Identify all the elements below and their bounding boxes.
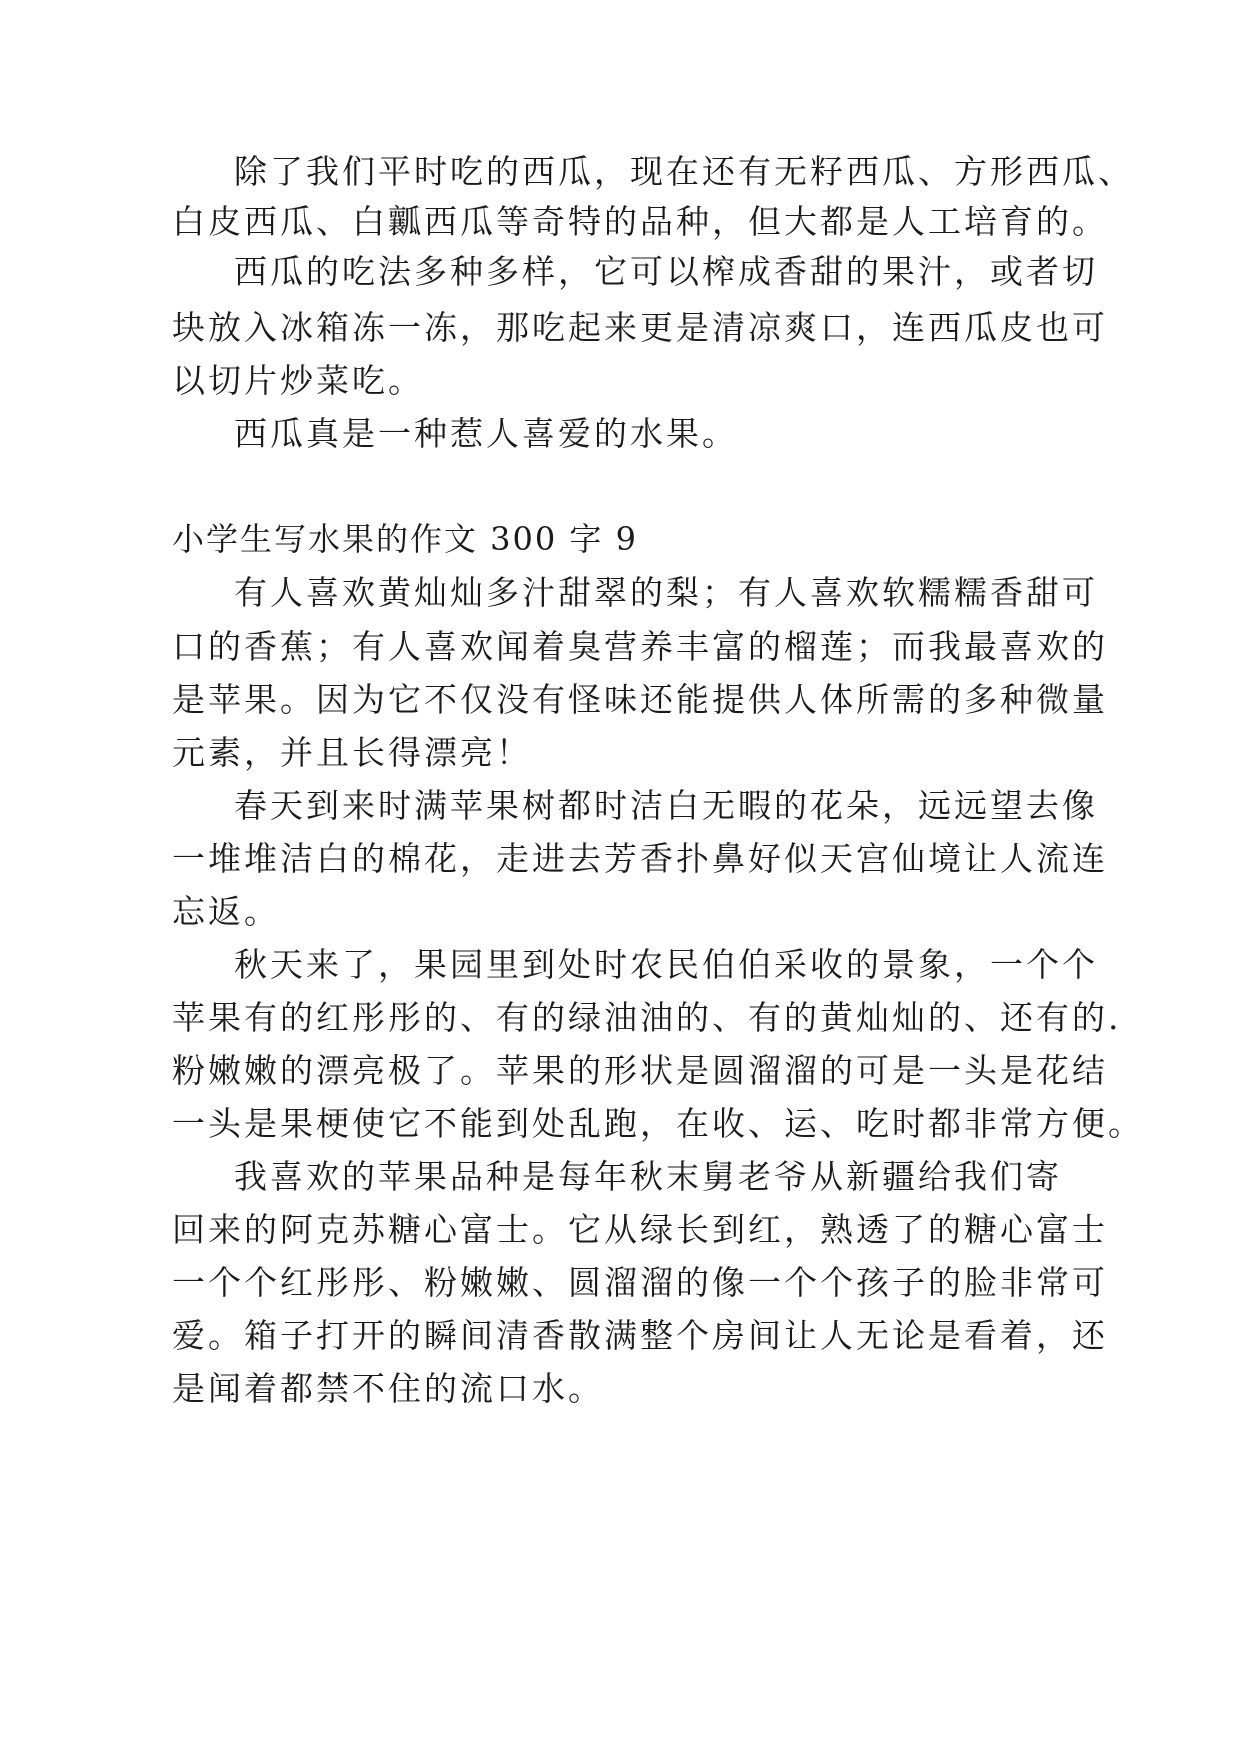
text-line: 块放入冰箱冻一冻，那吃起来更是清凉爽口，连西瓜皮也可	[172, 308, 1108, 347]
text-line: 一头是果梗使它不能到处乱跑，在收、运、吃时都非常方便。	[172, 1104, 1144, 1143]
essay-heading: 小学生写水果的作文 300 字 9	[172, 520, 638, 558]
text-line: 我喜欢的苹果品种是每年秋末舅老爷从新疆给我们寄	[234, 1157, 1062, 1196]
text-line: 有人喜欢黄灿灿多汁甜翠的梨；有人喜欢软糯糯香甜可	[234, 573, 1098, 612]
text-line: 秋天来了，果园里到处时农民伯伯采收的景象，一个个	[234, 945, 1098, 984]
text-line: 一个个红彤彤、粉嫩嫩、圆溜溜的像一个个孩子的脸非常可	[172, 1263, 1108, 1302]
text-line: 是闻着都禁不住的流口水。	[172, 1369, 604, 1408]
text-line: 爱。箱子打开的瞬间清香散满整个房间让人无论是看着，还	[172, 1316, 1108, 1355]
text-line: 西瓜的吃法多种多样，它可以榨成香甜的果汁，或者切	[234, 252, 1098, 291]
text-line: 除了我们平时吃的西瓜，现在还有无籽西瓜、方形西瓜、	[234, 152, 1134, 191]
text-line: 忘返。	[172, 892, 280, 931]
text-line: 一堆堆洁白的棉花，走进去芳香扑鼻好似天宫仙境让人流连	[172, 839, 1108, 878]
text-line: 苹果有的红彤彤的、有的绿油油的、有的黄灿灿的、还有的.	[172, 998, 1122, 1037]
text-line: 回来的阿克苏糖心富士。它从绿长到红，熟透了的糖心富士	[172, 1210, 1108, 1249]
text-line: 春天到来时满苹果树都时洁白无暇的花朵，远远望去像	[234, 786, 1098, 825]
text-line: 是苹果。因为它不仅没有怪味还能提供人体所需的多种微量	[172, 680, 1108, 719]
text-line: 以切片炒菜吃。	[172, 361, 424, 400]
text-line: 口的香蕉；有人喜欢闻着臭营养丰富的榴莲；而我最喜欢的	[172, 627, 1108, 666]
text-line: 白皮西瓜、白瓤西瓜等奇特的品种，但大都是人工培育的。	[172, 202, 1108, 241]
text-line: 西瓜真是一种惹人喜爱的水果。	[234, 414, 738, 453]
text-line: 元素，并且长得漂亮！	[172, 733, 532, 772]
text-line: 粉嫩嫩的漂亮极了。苹果的形状是圆溜溜的可是一头是花结	[172, 1051, 1108, 1090]
